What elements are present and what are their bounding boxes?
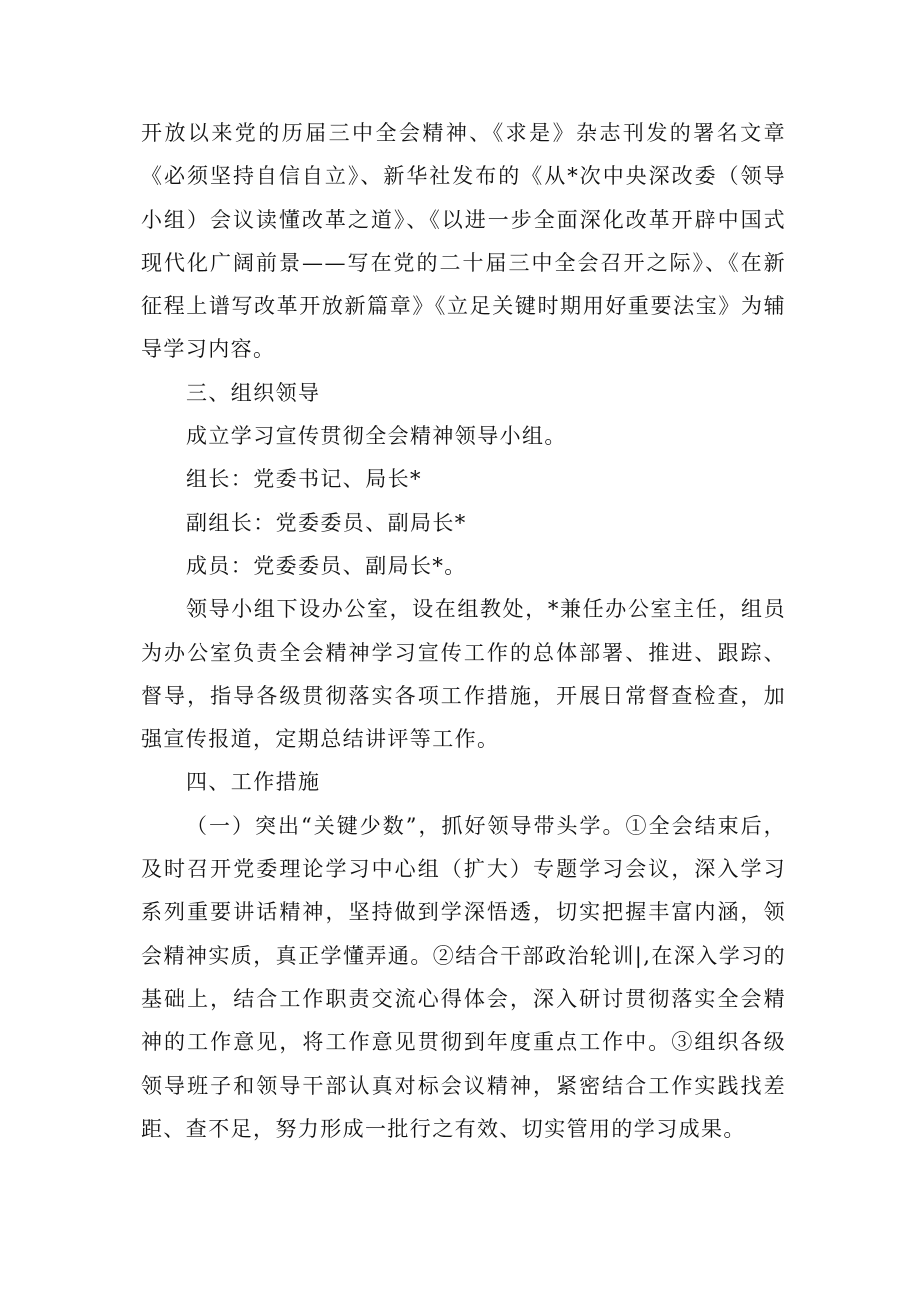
section-heading-work-measures: 四、工作措施 (186, 770, 321, 795)
paragraph-leading-group: 成立学习宣传贯彻全会精神领导小组。 (186, 424, 567, 449)
paragraph-study-content-continued: 开放以来党的历届三中全会精神、《求是》杂志刊发的署名文章《必须坚持自信自立》、新华社发布的《从*次中央深改委（领导小组）会议读懂改革之道》、《以进一步全面深化改革开辟中国式现代化广阔前景——写在党的二十届三中全会召开之际》、《在新征程上谱写改革开放新篇章》《立足关键时期用好重要法宝》为辅导学习内容。 (141, 121, 786, 362)
section-heading-organization-leadership: 三、组织领导 (186, 380, 321, 405)
paragraph-deputy-leader: 副组长：党委委员、副局长* (186, 510, 467, 535)
paragraph-office: 领导小组下设办公室，设在组教处，*兼任办公室主任，组员为办公室负责全会精神学习宣传工作的总体部署、推进、跟踪、督导，指导各级贯彻落实各项工作措施，开展日常督查检查，加强宣传报道，定期总结讲评等工作。 (141, 597, 786, 752)
paragraph-group-leader: 组长：党委书记、局长* (186, 467, 422, 492)
paragraph-members: 成员：党委委员、副局长*。 (186, 553, 467, 578)
paragraph-measure-one: （一）突出“关键少数”，抓好领导带头学。①全会结束后，及时召开党委理论学习中心组（扩大）专题学习会议，深入学习系列重要讲话精神，坚持做到学深悟透，切实把握丰富内涵，领会精神实质，真正学懂弄通。②结合干部政治轮训|,在深入学习的基础上，结合工作职责交流心得体会，深入研讨贯彻落实全会精神的工作意见，将工作意见贯彻到年度重点工作中。③组织各级领导班子和领导干部认真对标会议精神，紧密结合工作实践找差距、查不足，努力形成一批行之有效、切实管用的学习成果。 (141, 813, 786, 1141)
document-body (141, 112, 786, 1151)
